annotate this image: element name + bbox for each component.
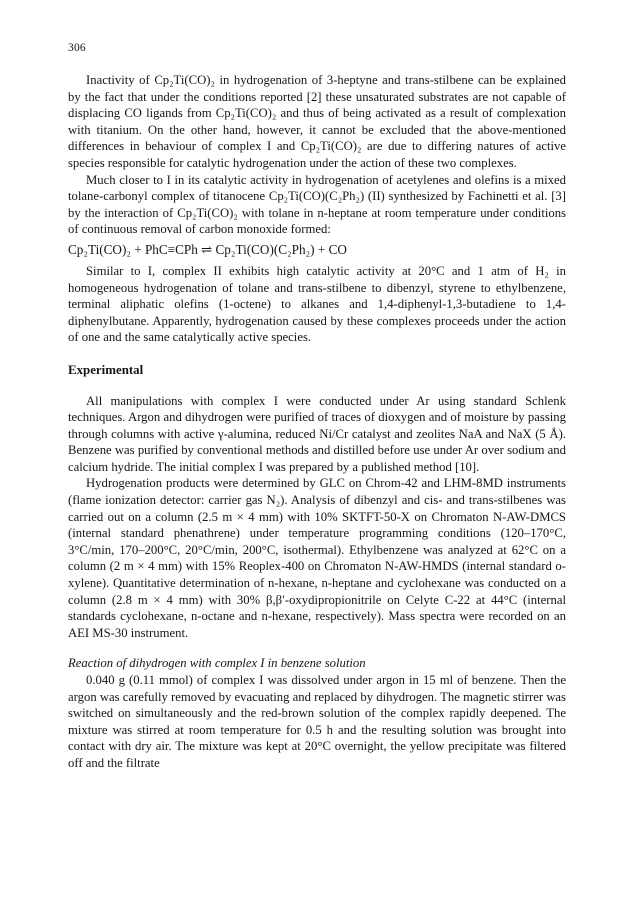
page-number: 306 [68, 42, 86, 54]
subsection-heading-reaction: Reaction of dihydrogen with complex I in benzene solution [68, 656, 366, 671]
body-text [68, 72, 566, 772]
paragraph-analysis: Hydrogenation products were determined by GLC on Chrom-42 and LHM-8MD instruments (flame ionization detector: carrier gas N₂). Analysis of dibenzyl and cis- and trans-stilbenes was carried out on a column (2.5 m × 4 mm) with 10% SKTFT-50-X on Chromaton N-AW-DMCS (internal standard phenathrene) under temperature programming conditions (120–170°C, 3°C/min, 170–200°C, 20°C/min, 200°C, isothermal). Ethylbenzene was analyzed at 62°C on a column (2 m × 4 mm) with 15% Reoplex-400 on Chromaton N-AW-HMDS (internal standard o-xylene). Quantitative determination of n-hexane, n-heptane and cyclohexane was conducted on a column (2.8 m × 4 mm) with 30% β,β′-oxydipropionitrile on Celyte C-22 at 44°C (internal standards cyclohexane, n-octane and n-hexane, respectively). Mass spectra were recorded on an AEI MS-30 instrument. [68, 476, 566, 640]
paragraph-manipulations: All manipulations with complex I were conducted under Ar using standard Schlenk techniques. Argon and dihydrogen were purified of traces of dioxygen and of moisture by passing through columns with active γ-alumina, reduced Ni/Cr catalyst and zeolites NaA and NaX (5 Å). Benzene was purified by conventional methods and distilled before use under Ar over sodium and calcium hydride. The initial complex I was prepared by a published method [10]. [68, 393, 566, 474]
paragraph-inactivity: Inactivity of Cp₂Ti(CO)₂ in hydrogenation of 3-heptyne and trans-stilbene can be explained by the fact that under the conditions reported [2] these unsaturated substrates are not capable of displacing CO ligands from Cp₂Ti(CO)₂ and thus of being activated as a result of complexation with titanium. On the other hand, however, it cannot be excluded that the above-mentioned differences in behaviour of complex I and Cp₂Ti(CO)₂ are due to differing natures of active species responsible for catalytic hydrogenation under the action of these two complexes. [68, 73, 566, 170]
paragraph-tolane-complex: Much closer to I in its catalytic activity in hydrogenation of acetylenes and olefins is a mixed tolane-carbonyl complex of titanocene Cp₂Ti(CO)(C₂Ph₂) (II) synthesized by Fachinetti et al. [3] by the interaction of Cp₂Ti(CO)₂ with tolane in n-heptane at room temperature under conditions of continuous removal of carbon monoxide formed: [68, 172, 566, 237]
paragraph-procedure: 0.040 g (0.11 mmol) of complex I was dissolved under argon in 15 ml of benzene. Then the argon was carefully removed by evacuating and replaced by dihydrogen. The magnetic stirrer was switched on simultaneously and the red-brown solution of the complex rapidly deepened. The mixture was stirred at room temperature for 0.5 h and the resulting solution was brought into contact with dry air. The mixture was kept at 20°C overnight, the yellow precipitate was filtered off and the filtrate [68, 673, 566, 770]
section-heading-experimental: Experimental [68, 362, 144, 377]
reaction-equation: Cp₂Ti(CO)₂ + PhC≡CPh ⇌ Cp₂Ti(CO)(C₂Ph₂) + CO [68, 241, 347, 257]
paragraph-catalytic-activity: Similar to I, complex II exhibits high catalytic activity at 20°C and 1 atm of H₂ in homogeneous hydrogenation of tolane and trans-stilbene to dibenzyl, styrene to ethylbenzene, terminal aliphatic olefins (1-octene) to alkanes and 1,4-diphenyl-1,3-butadiene to 1,4-diphenylbutane. Apparently, hydrogenation caused by these complexes proceeds under the action of one and the same catalytically active species. [68, 263, 566, 345]
